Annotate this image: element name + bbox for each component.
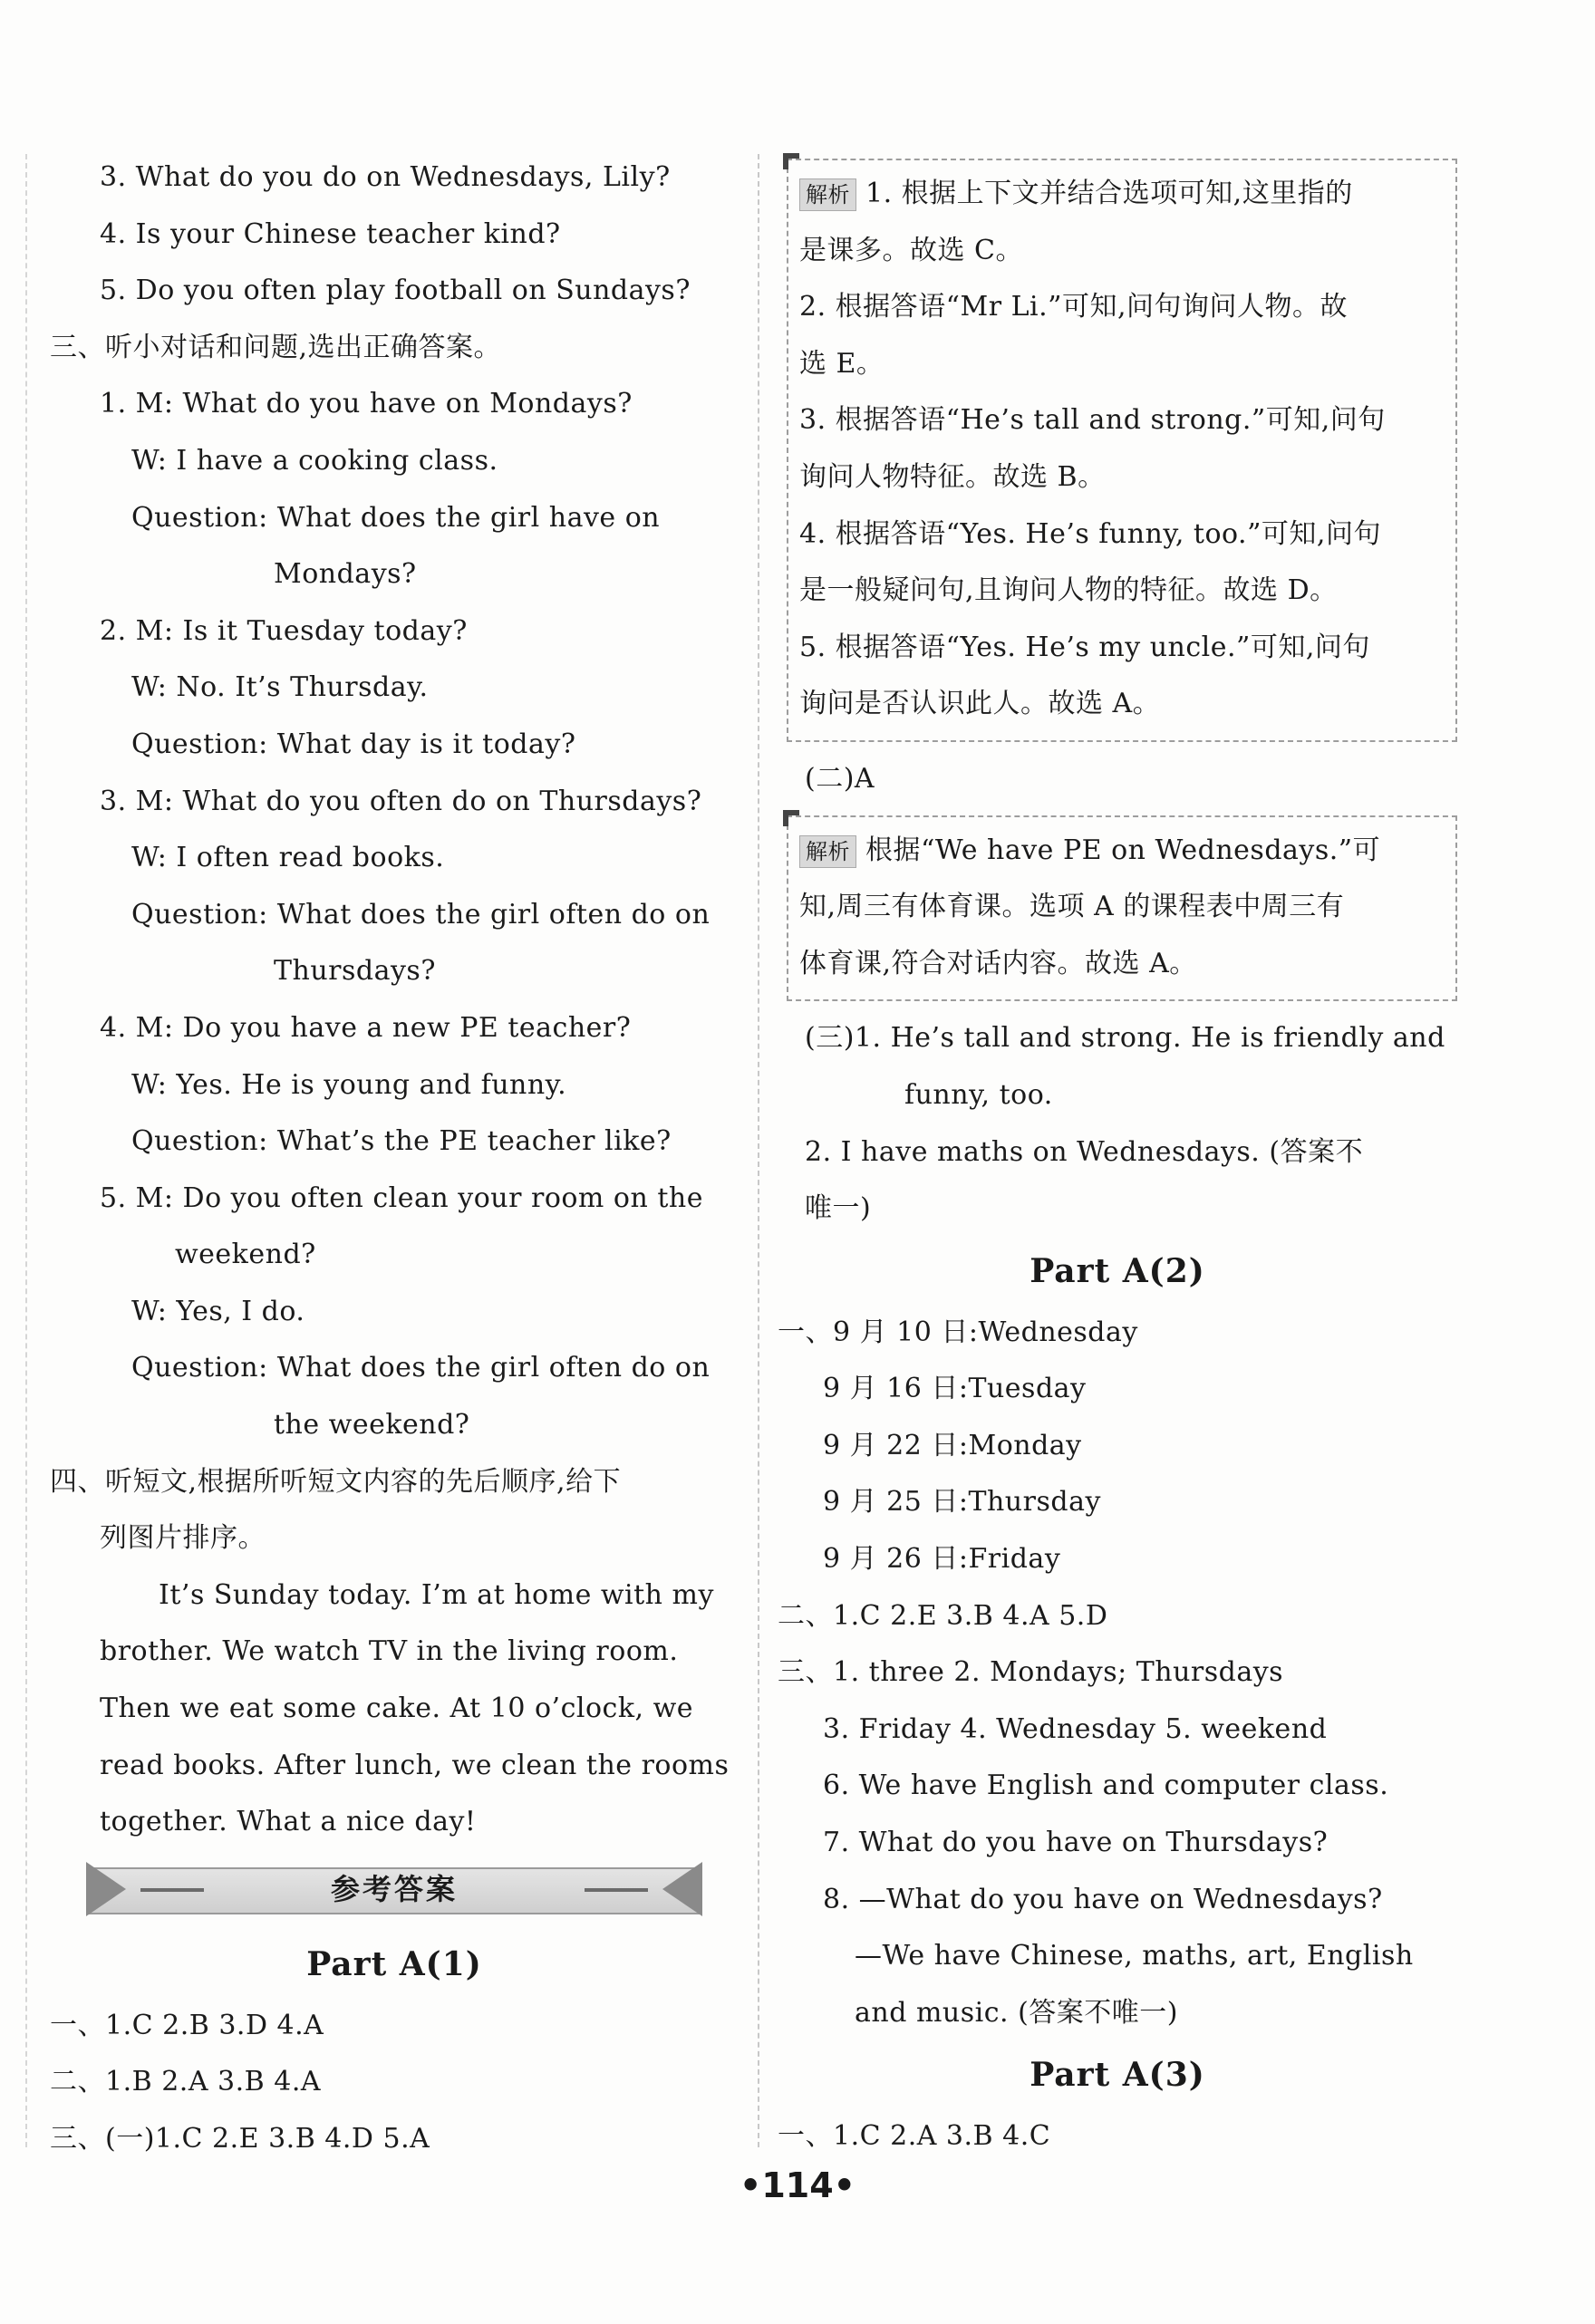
text-line: 3. What do you do on Wednesdays, Lily? <box>100 161 671 193</box>
answer-key-banner <box>50 1855 739 1925</box>
part-heading: Part A(3) <box>1030 2056 1205 2095</box>
analysis-tag: 解析 <box>799 178 856 211</box>
passage-line: Then we eat some cake. At 10 o’clock, we <box>100 1692 694 1725</box>
analysis-box <box>787 815 1457 1002</box>
column-divider <box>758 154 759 2147</box>
text-line: 4. Is your Chinese teacher kind? <box>100 217 561 250</box>
passage-line: It’s Sunday today. I’m at home with my <box>159 1578 714 1611</box>
answer-line: 一、9 月 10 日:Wednesday <box>778 1316 1138 1348</box>
part-heading: Part A(1) <box>306 1944 482 1983</box>
text-line: Question: What does the girl have on <box>131 501 661 534</box>
answer-line: 7. What do you have on Thursdays? <box>823 1827 1329 1859</box>
analysis-tag: 解析 <box>799 835 856 868</box>
analysis-line: 3. 根据答语“He’s tall and strong.”可知,问句 <box>799 404 1386 437</box>
text-line: Question: What does the girl often do on <box>131 898 710 931</box>
box-corner-mark <box>783 153 799 169</box>
text-line: weekend? <box>175 1239 316 1271</box>
analysis-line: 1. 根据上下文并结合选项可知,这里指的 <box>865 178 1353 209</box>
text-line: 列图片排序。 <box>100 1522 266 1555</box>
text-line: 5. Do you often play football on Sundays? <box>100 275 691 307</box>
passage-line: read books. After lunch, we clean the rooms <box>100 1749 730 1781</box>
text-line: 1. M: What do you have on Mondays? <box>100 388 633 420</box>
analysis-line: 2. 根据答语“Mr Li.”可知,问句询问人物。故 <box>799 291 1348 323</box>
section-heading: 四、听短文,根据所听短文内容的先后顺序,给下 <box>50 1465 622 1498</box>
answer-line: (二)A <box>805 762 875 795</box>
page-number: •114• <box>740 2165 856 2205</box>
analysis-line: 根据“We have PE on Wednesdays.”可 <box>865 834 1381 866</box>
passage-line: brother. We watch TV in the living room. <box>100 1635 679 1668</box>
text-line: W: I have a cooking class. <box>131 444 498 477</box>
text-line: W: Yes. He is young and funny. <box>131 1068 567 1101</box>
answer-line: —We have Chinese, maths, art, English <box>855 1940 1414 1972</box>
analysis-line: 询问人物特征。故选 B。 <box>799 460 1106 493</box>
analysis-line: 5. 根据答语“Yes. He’s my uncle.”可知,问句 <box>799 631 1370 663</box>
text-line: Question: What day is it today? <box>131 728 576 760</box>
analysis-line: 是课多。故选 C。 <box>799 234 1023 266</box>
text-line: Mondays? <box>274 558 417 591</box>
text-line: Thursdays? <box>274 955 436 988</box>
answer-line: 9 月 22 日:Monday <box>823 1429 1082 1461</box>
analysis-line: 体育课,符合对话内容。故选 A。 <box>799 947 1197 979</box>
text-line: Question: What’s the PE teacher like? <box>131 1125 672 1158</box>
section-heading: 三、听小对话和问题,选出正确答案。 <box>50 331 502 363</box>
answer-line: 9 月 26 日:Friday <box>823 1543 1061 1576</box>
answer-line: 一、1.C 2.B 3.D 4.A <box>50 2009 324 2041</box>
banner-title: 参考答案 <box>330 1871 458 1906</box>
text-line: the weekend? <box>274 1409 470 1442</box>
answer-line: 三、1. three 2. Mondays; Thursdays <box>778 1656 1284 1689</box>
right-column <box>778 149 1457 2165</box>
answer-line: 唯一) <box>805 1192 872 1225</box>
left-edge-rule <box>25 154 27 2147</box>
text-line: 4. M: Do you have a new PE teacher? <box>100 1011 632 1044</box>
analysis-line: 是一般疑问句,且询问人物的特征。故选 D。 <box>799 574 1338 607</box>
answer-line: 8. —What do you have on Wednesdays? <box>823 1883 1383 1915</box>
answer-line: and music. (答案不唯一) <box>855 1996 1178 2029</box>
answer-line: 3. Friday 4. Wednesday 5. weekend <box>823 1712 1328 1745</box>
analysis-line: 知,周三有体育课。选项 A 的课程表中周三有 <box>799 891 1345 923</box>
text-line: Question: What does the girl often do on <box>131 1352 710 1384</box>
text-line: 5. M: Do you often clean your room on the <box>100 1181 703 1214</box>
answer-line: 二、1.B 2.A 3.B 4.A <box>50 2066 322 2098</box>
answer-line: funny, too. <box>904 1078 1053 1111</box>
analysis-line: 选 E。 <box>799 347 884 380</box>
answer-line: 9 月 25 日:Thursday <box>823 1486 1101 1519</box>
text-line: 2. M: Is it Tuesday today? <box>100 614 468 647</box>
part-heading: Part A(2) <box>1030 1251 1205 1290</box>
answer-line: 二、1.C 2.E 3.B 4.A 5.D <box>778 1599 1108 1632</box>
left-column <box>50 149 739 2168</box>
text-line: W: I often read books. <box>131 842 445 874</box>
box-corner-mark <box>783 810 799 826</box>
text-line: 3. M: What do you often do on Thursdays? <box>100 785 702 817</box>
analysis-box <box>787 159 1457 742</box>
text-line: W: Yes, I do. <box>131 1295 305 1327</box>
answer-line: 三、(一)1.C 2.E 3.B 4.D 5.A <box>50 2123 430 2155</box>
answer-line: 6. We have English and computer class. <box>823 1770 1389 1802</box>
answer-line: 9 月 16 日:Tuesday <box>823 1373 1087 1405</box>
analysis-line: 4. 根据答语“Yes. He’s funny, too.”可知,问句 <box>799 517 1381 550</box>
answer-line: 2. I have maths on Wednesdays. (答案不 <box>805 1135 1364 1168</box>
passage-line: together. What a nice day! <box>100 1806 477 1838</box>
answer-line: (三)1. He’s tall and strong. He is friendly and <box>805 1022 1445 1055</box>
analysis-line: 询问是否认识此人。故选 A。 <box>799 688 1161 720</box>
answer-line: 一、1.C 2.A 3.B 4.C <box>778 2120 1051 2153</box>
text-line: W: No. It’s Thursday. <box>131 671 429 704</box>
